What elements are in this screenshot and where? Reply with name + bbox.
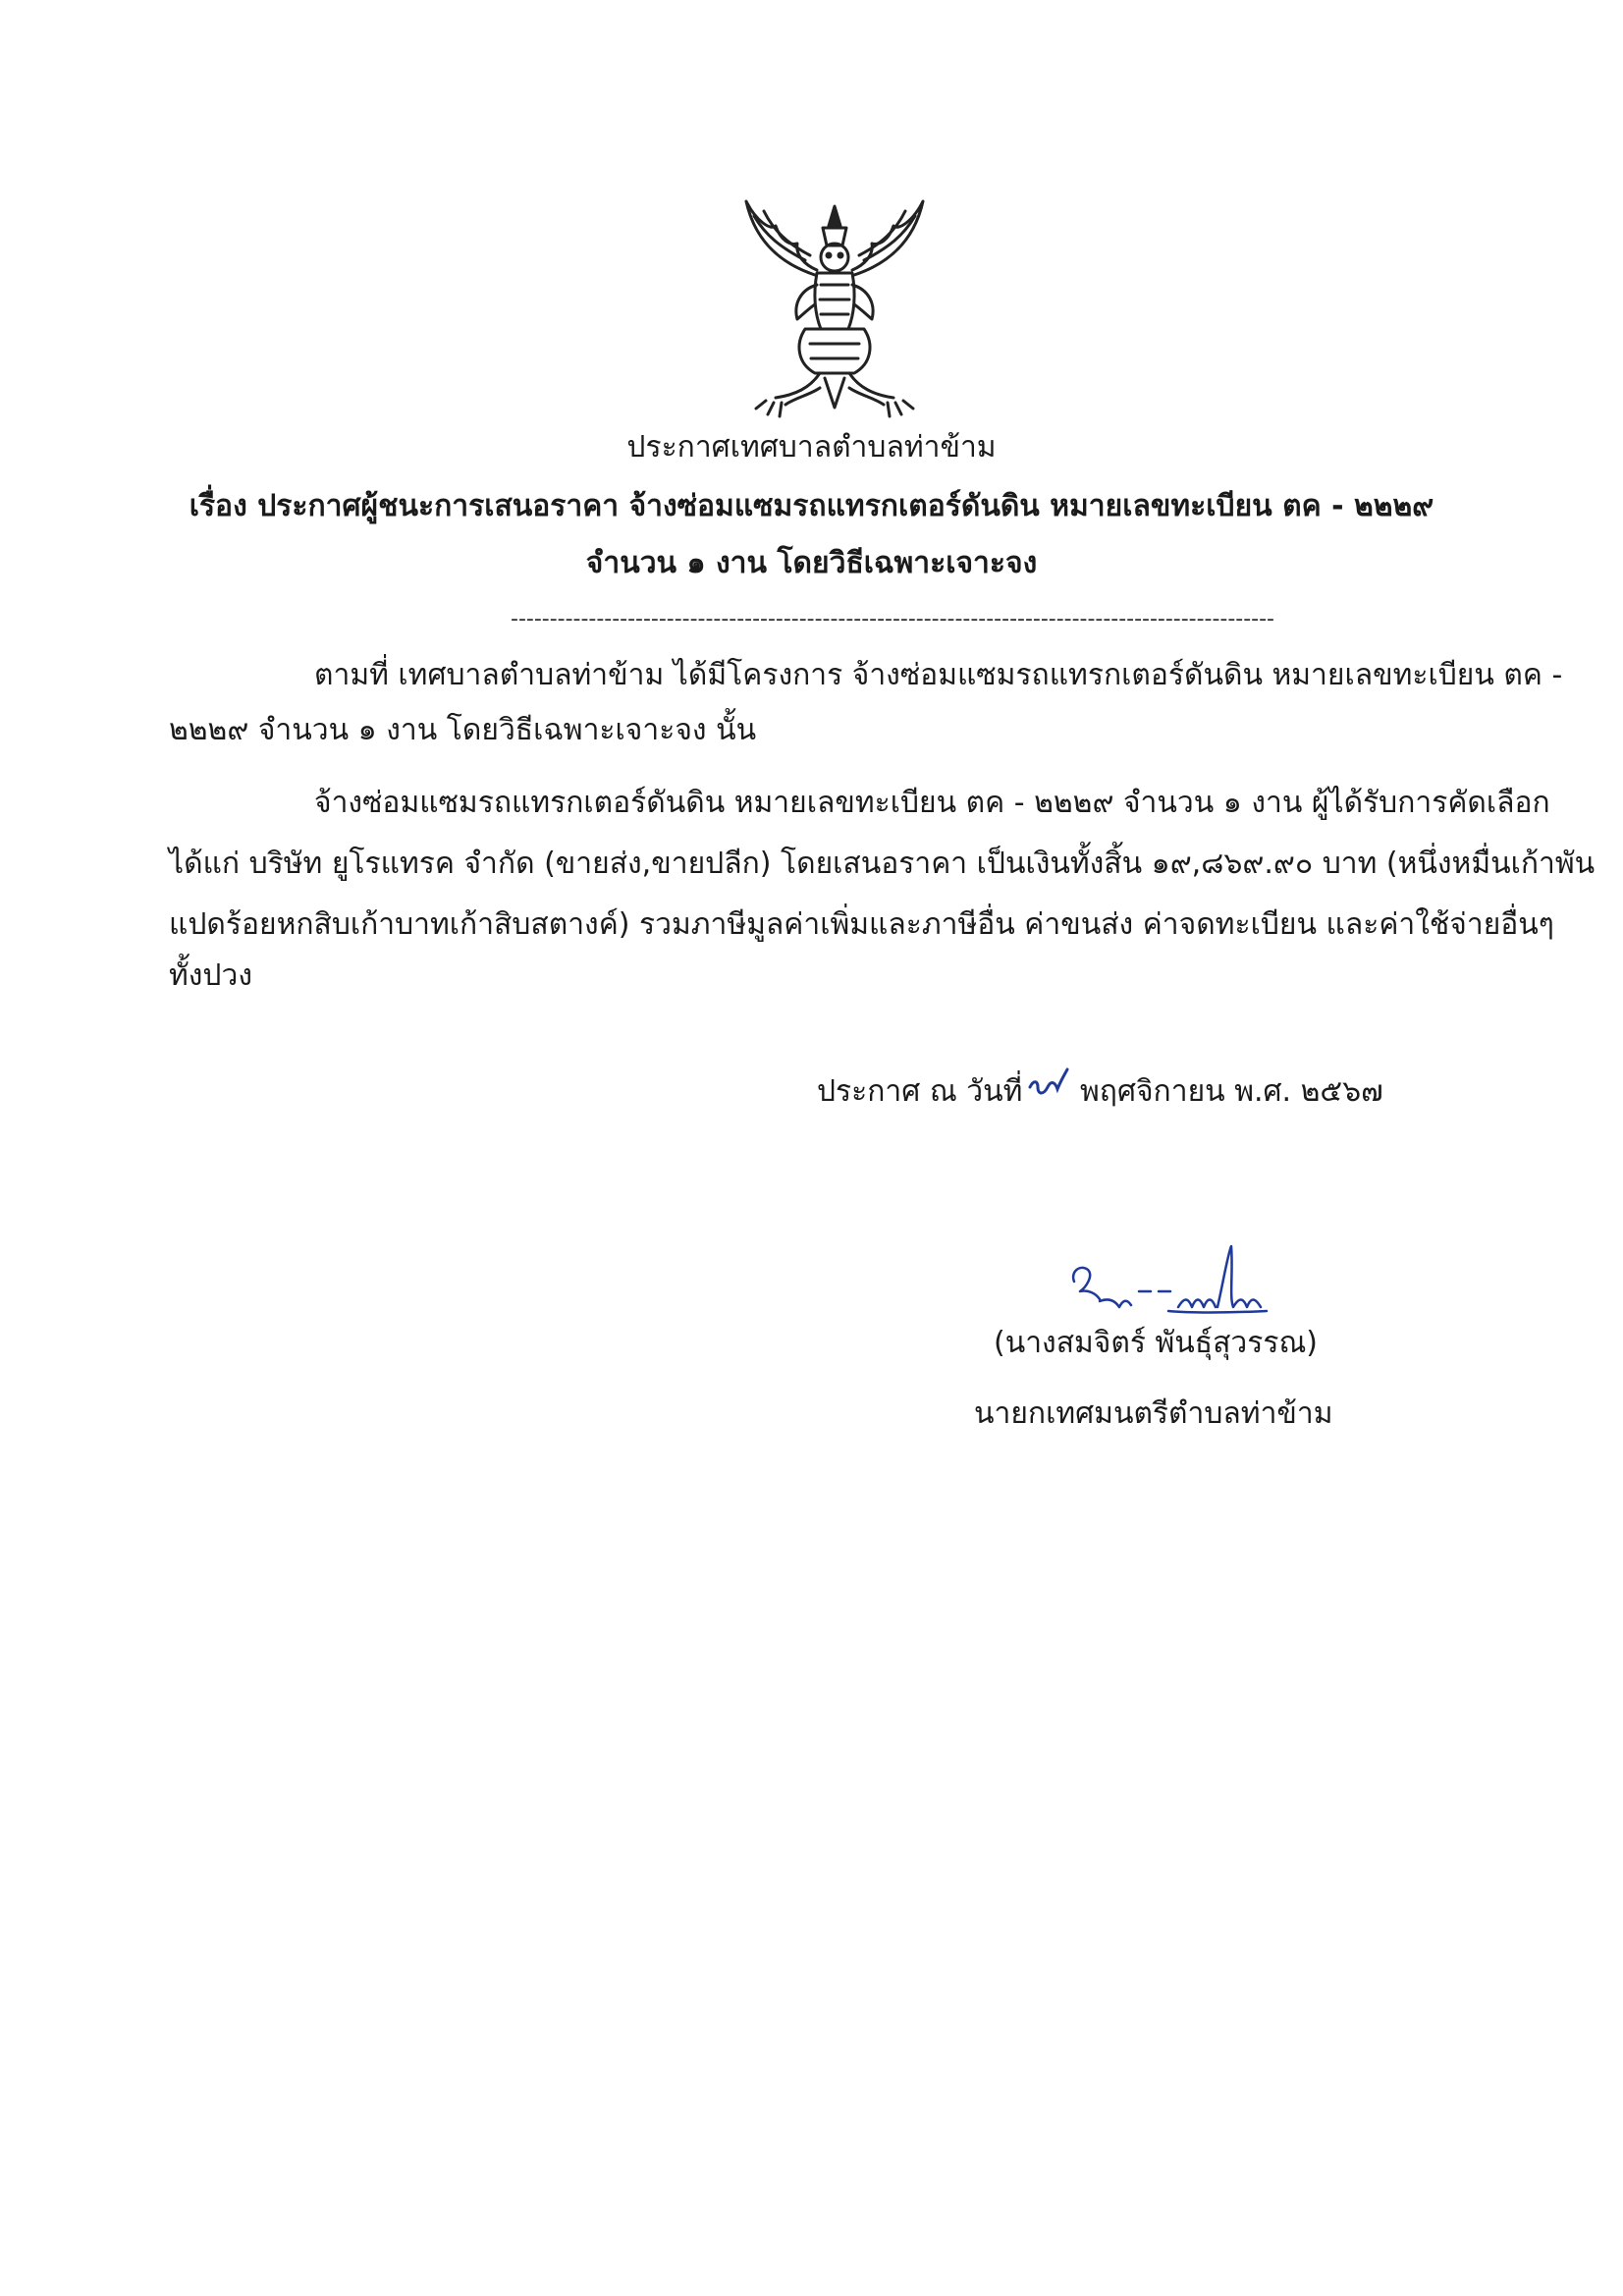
- subject-text: ประกาศผู้ชนะการเสนอราคา จ้างซ่อมแซมรถแทรกเตอร์ดันดิน หมายเลขทะเบียน ตค - ๒๒๒๙: [257, 489, 1434, 523]
- garuda-emblem-icon: [727, 187, 943, 422]
- paragraph-2-line-3: แปดร้อยหกสิบเก้าบาทเก้าสิบสตางค์) รวมภาษีมูลค่าเพิ่มและภาษีอื่น ค่าขนส่ง ค่าจดทะเบียน และค่าใช้จ่ายอื่นๆ: [169, 907, 1554, 942]
- authority-title: [0, 428, 1623, 467]
- authority-text: ประกาศเทศบาลตำบลท่าข้าม: [626, 430, 997, 465]
- paragraph-2-line-1: จ้างซ่อมแซมรถแทรกเตอร์ดันดิน หมายเลขทะเบียน ตค - ๒๒๒๙ จำนวน ๑ งาน ผู้ได้รับการคัดเลือก: [314, 786, 1550, 820]
- announcement-date-prefix: ประกาศ ณ วันที่: [817, 1074, 1023, 1109]
- paragraph-1-line-2: ๒๒๒๙ จำนวน ๑ งาน โดยวิธีเฉพาะเจาะจง นั้น: [169, 713, 757, 747]
- paragraph-2-line-2: ได้แก่ บริษัท ยูโรแทรค จำกัด (ขายส่ง,ขายปลีก) โดยเสนอราคา เป็นเงินทั้งสิ้น ๑๙,๘๖๙.๙๐ บาท (หนึ่งหมื่นเก้าพัน: [169, 847, 1596, 881]
- paragraph-1-line-1: ตามที่ เทศบาลตำบลท่าข้าม ได้มีโครงการ จ้างซ่อมแซมรถแทรกเตอร์ดันดิน หมายเลขทะเบียน ตค -: [314, 658, 1563, 692]
- signatory-name: (นางสมจิตร์ พันธุ์สุวรรณ): [994, 1326, 1319, 1360]
- announcement-date-suffix: พฤศจิกายน พ.ศ. ๒๕๖๗: [1080, 1074, 1383, 1109]
- separator-line: --------------------------------------------------------------------------------------------------: [511, 607, 1274, 631]
- signatory-position: นายกเทศมนตรีตำบลท่าข้าม: [974, 1396, 1333, 1431]
- handwritten-day-mark: [1026, 1066, 1070, 1105]
- subject-line: [0, 487, 1623, 526]
- subject-line-2: [0, 544, 1623, 583]
- subject-label: เรื่อง: [189, 489, 247, 523]
- subject-text-2: จำนวน ๑ งาน โดยวิธีเฉพาะเจาะจง: [585, 546, 1038, 580]
- handwritten-signature: [1060, 1242, 1276, 1326]
- paragraph-2-line-4: ทั้งปวง: [169, 958, 252, 993]
